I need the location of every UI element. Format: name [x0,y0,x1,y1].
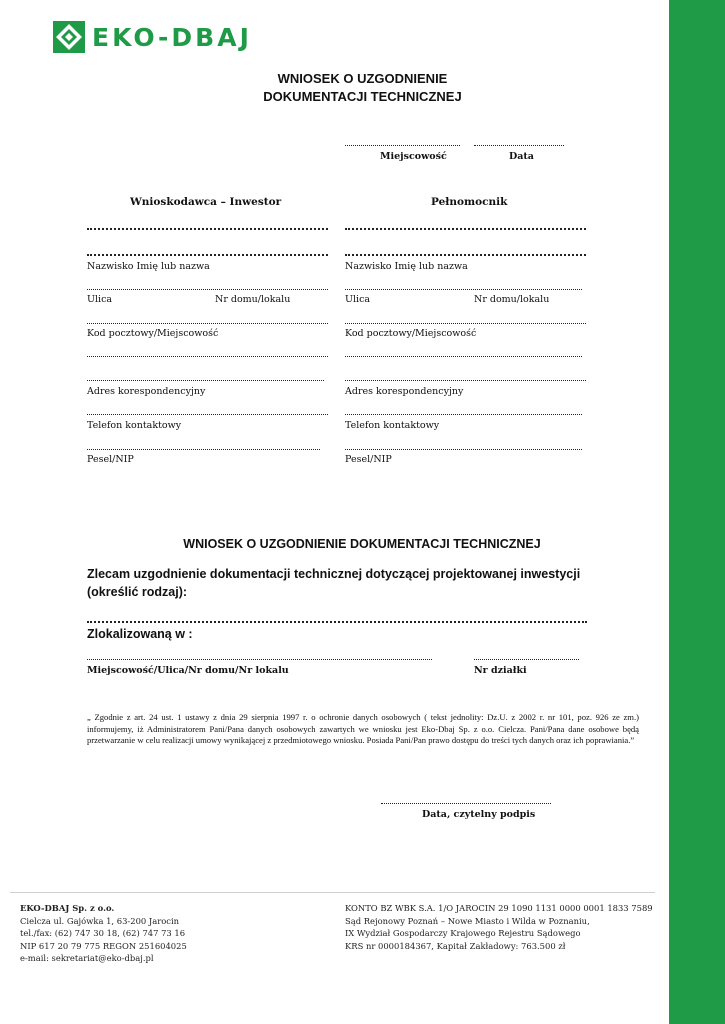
proxy-phone-field[interactable] [345,414,582,415]
applicant-name-line1[interactable] [87,228,328,230]
proxy-title: Pełnomocnik [431,196,508,208]
request-text: Zlecam uzgodnienie dokumentacji technicznej dotyczącej projektowanej inwestycji (określić rodzaj): [87,567,581,599]
applicant-name-label: Nazwisko Imię lub nazwa [87,261,210,272]
page-title-line1: WNIOSEK O UZGODNIENIE [277,71,448,86]
located-label: Zlokalizowaną w : [87,627,193,641]
green-side-bar [669,0,725,1024]
proxy-name-line1[interactable] [345,228,586,230]
proxy-postal-field[interactable] [345,323,586,324]
signature-field[interactable] [381,803,551,804]
applicant-correspondence-label: Adres korespondencyjny [87,386,206,397]
plot-number-label: Nr działki [474,665,527,676]
applicant-house-label: Nr domu/lokalu [215,294,291,305]
proxy-correspondence-line1[interactable] [345,356,582,357]
section-title: WNIOSEK O UZGODNIENIE DOKUMENTACJI TECHNICZNEJ [183,537,541,551]
footer-court: Sąd Rejonowy Poznań – Nowe Miasto i Wilda w Poznaniu, [345,915,590,926]
plot-number-field[interactable] [474,659,579,660]
footer-dept: IX Wydział Gospodarczy Krajowego Rejestru Sądowego [345,928,581,938]
applicant-phone-label: Telefon kontaktowy [87,420,182,431]
proxy-correspondence-line2[interactable] [345,380,586,381]
proxy-name-line2[interactable] [345,254,586,256]
location-address-label: Miejscowość/Ulica/Nr domu/Nr lokalu [87,665,289,676]
applicant-street-label: Ulica [87,294,113,305]
footer-address: Cielcza ul. Gajówka 1, 63-200 Jarocin [20,915,180,926]
footer-ids: NIP 617 20 79 775 REGON 251604025 [20,940,187,951]
proxy-postal-label: Kod pocztowy/Miejscowość [345,328,477,339]
page-title-line2: DOKUMENTACJI TECHNICZNEJ [263,89,462,104]
investment-type-field[interactable] [87,621,587,623]
proxy-correspondence-label: Adres korespondencyjny [345,386,464,397]
applicant-title: Wnioskodawca – Inwestor [130,196,282,208]
footer-email[interactable]: e-mail: sekretariat@eko-dbaj.pl [20,953,154,963]
page-title [200,70,525,106]
proxy-house-label: Nr domu/lokalu [474,294,550,305]
place-field[interactable] [345,145,460,146]
applicant-pesel-field[interactable] [87,449,320,450]
date-field[interactable] [474,145,564,146]
footer-divider [10,892,655,893]
footer-company: EKO-DBAJ Sp. z o.o. [20,903,115,913]
applicant-pesel-label: Pesel/NIP [87,454,134,465]
data-protection-note: „ Zgodnie z art. 24 ust. 1 ustawy z dnia 29 sierpnia 1997 r. o ochronie danych osobowych ( tekst jednolity: Dz.U. z 2002 r. nr 101, poz. 926 ze zm.) informujemy, iż Administratorem Pani/Pana danych osobowych zawartych we wniosku jest Eko-Dbaj Sp. z o.o. Cielcza. Pani/Pana dane osobowe będą przetwarzanie w celu realizacji umowy wynikającej z przedmiotowego wniosku. Posiada Pani/Pan prawo dostępu do treści tych danych oraz ich poprawiania.” [87,712,639,745]
footer-account: KONTO BZ WBK S.A. 1/O JAROCIN 29 1090 1131 0000 0001 1833 7589 [345,903,653,913]
logo-text: EKO-DBAJ [92,22,252,52]
applicant-correspondence-line1[interactable] [87,356,328,357]
footer-left [20,902,187,965]
footer-phone: tel./fax: (62) 747 30 18, (62) 747 73 16 [20,928,186,938]
applicant-street-field[interactable] [87,289,328,290]
applicant-postal-field[interactable] [87,323,328,324]
proxy-street-field[interactable] [345,289,582,290]
place-label: Miejscowość [380,151,447,162]
proxy-pesel-label: Pesel/NIP [345,454,392,465]
proxy-name-label: Nazwisko Imię lub nazwa [345,261,468,272]
date-label: Data [509,151,534,162]
applicant-phone-field[interactable] [87,414,328,415]
footer-krs: KRS nr 0000184367, Kapitał Zakładowy: 763.500 zł [345,940,566,951]
logo-mark-icon [52,20,86,54]
proxy-street-label: Ulica [345,294,371,305]
location-address-field[interactable] [87,659,432,660]
proxy-pesel-field[interactable] [345,449,582,450]
proxy-phone-label: Telefon kontaktowy [345,420,440,431]
footer-right [345,902,653,952]
company-logo [52,20,252,54]
applicant-name-line2[interactable] [87,254,328,256]
applicant-postal-label: Kod pocztowy/Miejscowość [87,328,219,339]
applicant-correspondence-line2[interactable] [87,380,324,381]
signature-label: Data, czytelny podpis [422,809,536,820]
